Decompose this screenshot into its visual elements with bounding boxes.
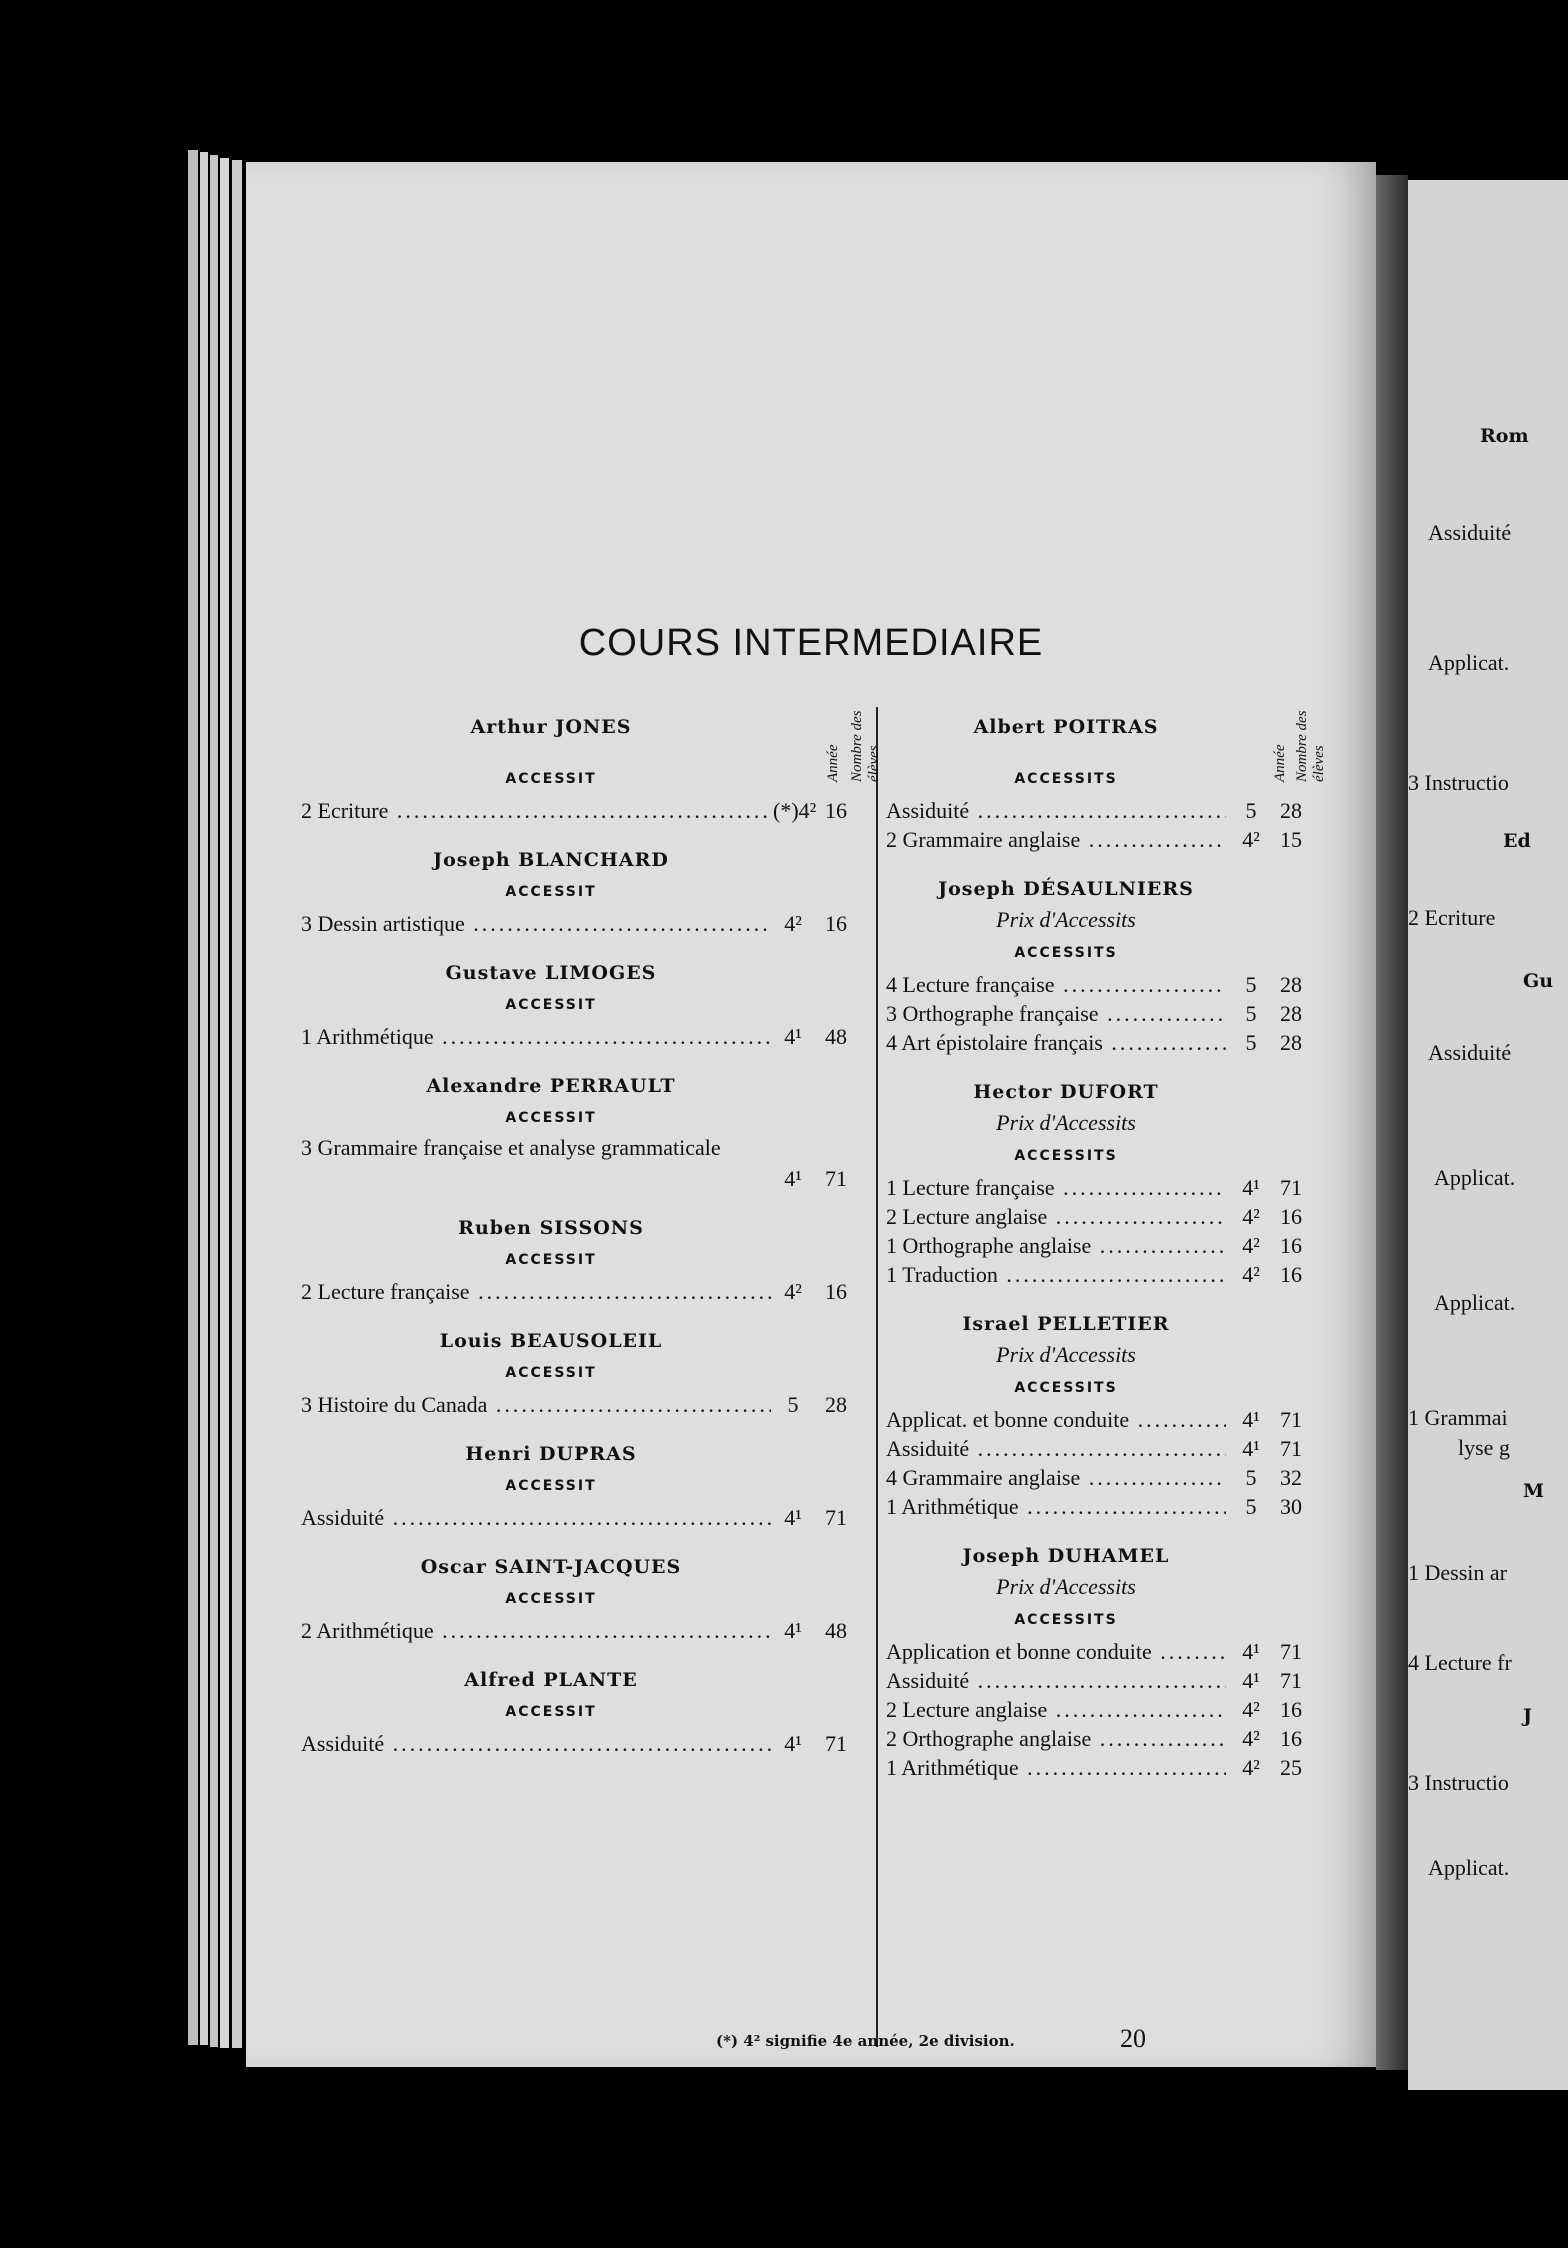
subject-row [301,1390,861,1419]
student-count: 28 [1280,1030,1302,1055]
prize-label: Prix d'Accessits [996,907,1136,932]
spacer [301,1306,861,1314]
facing-page-text: Gu [1523,970,1554,992]
subject-row [886,1173,1326,1202]
student-name: Henri DUPRAS [465,1443,637,1465]
student-count: 16 [1280,1262,1302,1287]
subject-row [886,1231,1326,1260]
student-name: Alfred PLANTE [464,1669,638,1691]
year-value: 4² [784,911,802,936]
student-count: 16 [825,798,847,823]
year-value: 4¹ [784,1618,802,1643]
student-name: Louis BEAUSOLEIL [439,1330,663,1352]
subject-row [886,1666,1326,1695]
subject-row [301,1022,861,1051]
accessit-label: ACCESSITS [1014,771,1118,787]
accessit-label: ACCESSIT [505,1704,597,1720]
subject-row [886,1753,1326,1782]
subject-label: 3 Dessin artistique ..... [301,909,771,938]
annee-header: Année [825,744,841,782]
accessit-label: ACCESSIT [505,1478,597,1494]
subject-row [301,909,861,938]
student-count: 71 [825,1166,847,1191]
student-name: Gustave LIMOGES [445,962,657,984]
subject-row [886,1405,1326,1434]
subject-label: 2 Grammaire anglaise ..... [886,825,1226,854]
subject-row [301,1616,861,1645]
subject-row [886,1695,1326,1724]
student-count: 30 [1280,1494,1302,1519]
year-value: 5 [787,1392,799,1417]
year-value: 5 [1245,1030,1257,1055]
accessit-label: ACCESSIT [505,1365,597,1381]
subject-row [886,1463,1326,1492]
student-count: 16 [1280,1204,1302,1229]
student-count: 48 [825,1618,847,1643]
subject-label: 2 Lecture anglaise ..... [886,1695,1226,1724]
accessit-label: ACCESSIT [505,1252,597,1268]
spacer [301,1051,861,1059]
student-count: 32 [1280,1465,1302,1490]
subject-label: 1 Traduction ..... [886,1260,1226,1289]
subject-label: 1 Arithmétique ..... [886,1753,1226,1782]
facing-page-text: Applicat. [1428,650,1510,675]
year-value: 4¹ [1242,1407,1260,1432]
accessit-label: ACCESSIT [505,1591,597,1607]
subject-row [301,1277,861,1306]
subject-row [886,1724,1326,1753]
right-column [886,692,1326,1790]
spacer [886,854,1326,862]
facing-page-text: Ed [1503,830,1531,852]
accessit-label: ACCESSIT [505,997,597,1013]
student-count: 28 [1280,798,1302,823]
student-name: Albert POITRAS [973,716,1159,738]
spacer [301,1532,861,1540]
page-title: COURS INTERMEDIAIRE [578,622,1044,664]
page-edge [200,152,208,2045]
spacer [886,1289,1326,1297]
prize-label: Prix d'Accessits [996,1574,1136,1599]
facing-page-text: 2 Ecriture [1408,905,1496,930]
annee-header: Année [1272,744,1288,782]
year-value: 4¹ [1242,1639,1260,1664]
prize-label: Prix d'Accessits [996,1342,1136,1367]
year-value: 4¹ [784,1024,802,1049]
page-number: 20 [1120,2024,1146,2053]
accessit-label: ACCESSIT [505,1110,597,1126]
subject-row [886,1028,1326,1057]
student-name: Hector DUFORT [973,1081,1159,1103]
student-count: 28 [1280,972,1302,997]
year-value: 4² [784,1279,802,1304]
subject-label: 1 Arithmétique ..... [886,1492,1226,1521]
student-name: Ruben SISSONS [458,1217,644,1239]
facing-page-text: Assiduité [1428,1040,1512,1065]
subject-label: 1 Arithmétique ..... [301,1022,771,1051]
accessit-label: ACCESSIT [505,771,597,787]
student-name: Israel PELLETIER [962,1313,1170,1335]
spacer [886,1057,1326,1065]
accessit-label: ACCESSITS [1014,945,1118,961]
subject-row [886,970,1326,999]
facing-page-text: Applicat. [1434,1165,1516,1190]
facing-page-text: J [1523,1705,1532,1727]
student-count: 71 [1280,1436,1302,1461]
student-count: 71 [825,1731,847,1756]
student-count: 25 [1280,1755,1302,1780]
spacer [886,1782,1326,1790]
student-count: 16 [1280,1697,1302,1722]
subject-label: 3 Orthographe française ..... [886,999,1226,1028]
facing-page [1408,180,1568,2090]
student-name: Alexandre PERRAULT [426,1075,676,1097]
student-count: 71 [1280,1668,1302,1693]
footnote: (*) 4² signifie 4e année, 2e division. [716,2032,1015,2050]
year-value: 5 [1245,798,1257,823]
subject-label: Applicat. et bonne conduite ..... [886,1405,1226,1434]
year-value: 5 [1245,1465,1257,1490]
facing-page-text: M [1523,1480,1545,1502]
year-value: (*)4² [773,798,817,823]
facing-page-text: lyse g [1458,1435,1510,1460]
year-value: 4¹ [784,1505,802,1530]
subject-row [301,796,861,825]
subject-label: 2 Lecture française ..... [301,1277,771,1306]
student-name: Arthur JONES [470,716,632,738]
page-edge [232,160,242,2048]
column-divider [876,707,878,2047]
student-count: 71 [825,1505,847,1530]
student-count: 16 [1280,1726,1302,1751]
accessit-label: ACCESSITS [1014,1148,1118,1164]
subject-label: 1 Orthographe anglaise ..... [886,1231,1226,1260]
student-count: 16 [1280,1233,1302,1258]
facing-page-text: 1 Grammai [1408,1405,1508,1430]
year-value: 5 [1245,1001,1257,1026]
student-count: 15 [1280,827,1302,852]
year-value: 4¹ [784,1166,802,1191]
subject-label: Assiduité ..... [301,1503,771,1532]
year-value: 4² [1242,1204,1260,1229]
student-count: 71 [1280,1639,1302,1664]
subject-label: 3 Grammaire française et analyse grammaticale [301,1135,721,1160]
student-count: 48 [825,1024,847,1049]
subject-label: 4 Grammaire anglaise ..... [886,1463,1226,1492]
subject-label: 4 Lecture française ..... [886,970,1226,999]
student-name: Oscar SAINT-JACQUES [420,1556,682,1578]
subject-row [301,1503,861,1532]
accessit-label: ACCESSIT [505,884,597,900]
facing-page-text: Assiduité [1428,520,1512,545]
subject-label: Assiduité ..... [886,1434,1226,1463]
subject-row [886,1492,1326,1521]
subject-label: 2 Lecture anglaise ..... [886,1202,1226,1231]
subject-row [301,1135,861,1193]
facing-page-text: Applicat. [1434,1290,1516,1315]
year-value: 5 [1245,972,1257,997]
spacer [886,1521,1326,1529]
year-value: 5 [1245,1494,1257,1519]
page-edge [188,150,198,2045]
accessit-label: ACCESSITS [1014,1612,1118,1628]
subject-label: 2 Orthographe anglaise ..... [886,1724,1226,1753]
spacer [301,825,861,833]
year-value: 4² [1242,827,1260,852]
student-name: Joseph BLANCHARD [433,849,669,871]
year-value: 4¹ [1242,1436,1260,1461]
nombre-header: Nombre des élèves [1294,710,1327,782]
left-column [301,692,882,1766]
year-value: 4¹ [1242,1175,1260,1200]
spacer [301,1419,861,1427]
subject-label: 2 Arithmétique ..... [301,1616,771,1645]
student-count: 28 [825,1392,847,1417]
subject-row [886,1260,1326,1289]
subject-row [886,825,1326,854]
prize-label: Prix d'Accessits [996,1110,1136,1135]
spacer [301,1758,861,1766]
facing-page-text: 3 Instructio [1408,770,1509,795]
subject-label: Assiduité ..... [886,1666,1226,1695]
year-value: 4² [1242,1262,1260,1287]
student-count: 16 [825,911,847,936]
spacer [301,938,861,946]
student-count: 71 [1280,1407,1302,1432]
year-value: 4² [1242,1697,1260,1722]
subject-row [301,1729,861,1758]
subject-label: 3 Histoire du Canada ..... [301,1390,771,1419]
student-count: 16 [825,1279,847,1304]
page-edge [220,158,229,2048]
student-name: Joseph DÉSAULNIERS [938,878,1194,900]
subject-label: 1 Lecture française ..... [886,1173,1226,1202]
accessit-label: ACCESSITS [1014,1380,1118,1396]
year-value: 4² [1242,1233,1260,1258]
page-edge [210,155,218,2047]
subject-row [886,999,1326,1028]
year-value: 4² [1242,1726,1260,1751]
document-page [246,162,1376,2067]
facing-page-text: 3 Instructio [1408,1770,1509,1795]
subject-label: Application et bonne conduite ..... [886,1637,1226,1666]
subject-row [886,796,1326,825]
subject-row [886,1434,1326,1463]
book-gutter [1376,175,1408,2070]
subject-label: Assiduité ..... [886,796,1226,825]
subject-row [886,1202,1326,1231]
student-count: 71 [1280,1175,1302,1200]
year-value: 4¹ [784,1731,802,1756]
spacer [301,1193,861,1201]
nombre-header: Nombre des élèves [849,710,882,782]
year-value: 4² [1242,1755,1260,1780]
facing-page-text: 1 Dessin ar [1408,1560,1507,1585]
facing-page-text: 4 Lecture fr [1408,1650,1512,1675]
year-value: 4¹ [1242,1668,1260,1693]
facing-page-text: Applicat. [1428,1855,1510,1880]
subject-label: 2 Ecriture ..... [301,796,771,825]
subject-label: Assiduité ..... [301,1729,771,1758]
student-count: 28 [1280,1001,1302,1026]
subject-label: 4 Art épistolaire français ..... [886,1028,1226,1057]
student-name: Joseph DUHAMEL [962,1545,1170,1567]
spacer [301,1645,861,1653]
subject-row [886,1637,1326,1666]
facing-page-text: Rom [1480,425,1529,447]
